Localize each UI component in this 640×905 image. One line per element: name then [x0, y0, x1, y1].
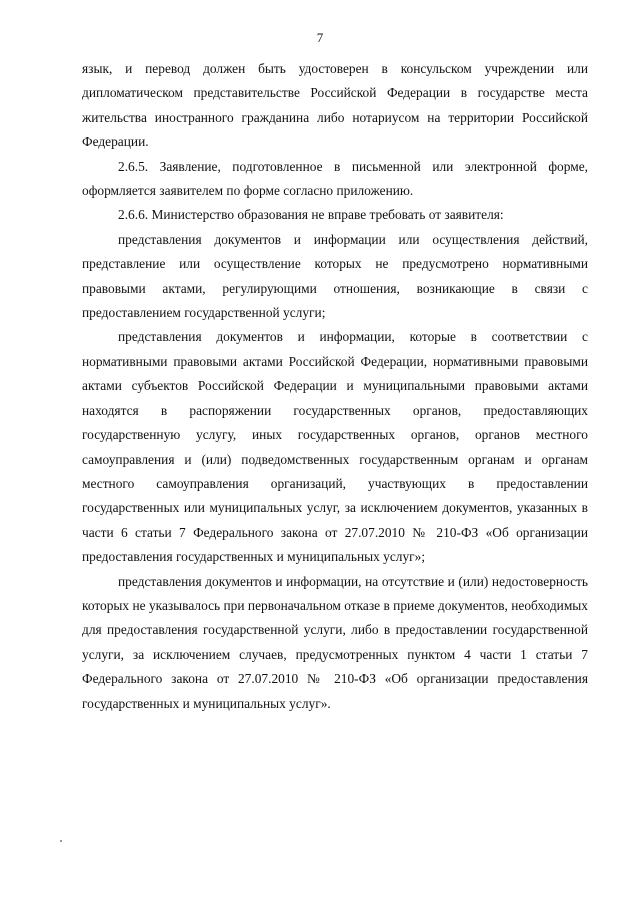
page-number: 7	[316, 30, 324, 45]
paragraph-requirement-2: представления документов и информации, которые в соответствии с нормативными правовыми актами Российской Федерации, нормативными правовыми актами субъектов Российской Федерации и муниципальными правовыми актами находятся в распоряжении государственных органов, предоставляющих государственную услугу, иных государственных органов, органов местного самоуправления и (или) подведомственных государственным органам и органам местного самоуправления организаций, участвующих в предоставлении государственных или муниципальных услуг, за исключением документов, указанных в части 6 статьи 7 Федерального закона от 27.07.2010 № 210-ФЗ «Об организации предоставления государственных и муниципальных услуг»;	[82, 329, 588, 565]
paragraph-requirement-1: представления документов и информации или осуществления действий, представление или осуществление которых не предусмотрено нормативными правовыми актами, регулирующими отношения, возникающие в связи с предоставлением государственной услуги;	[82, 231, 588, 321]
paragraph-2-6-5: 2.6.5. Заявление, подготовленное в письменной или электронной форме, оформляется заявителем по форме согласно приложению.	[82, 158, 588, 199]
document-body	[82, 57, 588, 716]
paragraph-translation-certification: язык, и перевод должен быть удостоверен в консульском учреждении или дипломатическом представительстве Российской Федерации в государстве места жительства иностранного гражданина либо нотариусом на территории Российской Федерации.	[82, 61, 588, 150]
paragraph-requirement-3: представления документов и информации, на отсутствие и (или) недостоверность которых не указывалось при первоначальном отказе в приеме документов, необходимых для предоставления государственной услуги, либо в предоставлении государственной услуги, за исключением случаев, предусмотренных пунктом 4 части 1 статьи 7 Федерального закона от 27.07.2010 № 210-ФЗ «Об организации предоставления государственных и муниципальных услуг».	[82, 573, 588, 711]
paragraph-2-6-6: 2.6.6. Министерство образования не вправе требовать от заявителя:	[118, 207, 504, 223]
scan-speck	[60, 840, 62, 842]
